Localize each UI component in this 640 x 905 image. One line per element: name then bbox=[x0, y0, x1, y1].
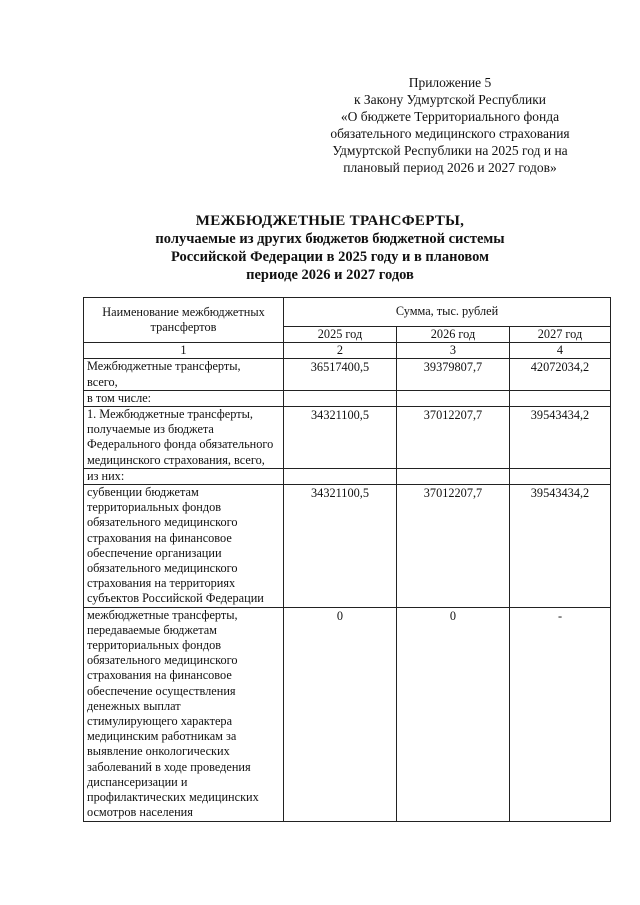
appendix-line: Удмуртской Республики на 2025 год и на bbox=[332, 143, 568, 158]
appendix-line: к Закону Удмуртской Республики bbox=[353, 92, 547, 107]
table-row bbox=[84, 607, 611, 821]
title-line: периоде 2026 и 2027 годов bbox=[246, 267, 414, 283]
table-row bbox=[84, 390, 611, 406]
value-2026 bbox=[397, 468, 510, 484]
transfers-table bbox=[83, 297, 611, 822]
header-name: Наименование межбюджетных трансфертов bbox=[84, 298, 284, 343]
row-name: 1. Межбюджетные трансферты, получаемые из бюджета Федерального фонда обязательного медицинского страхования, всего, bbox=[84, 407, 284, 469]
header-year: 2025 год bbox=[284, 327, 397, 343]
appendix-line: плановый период 2026 и 2027 годов» bbox=[343, 160, 557, 175]
table-header-row bbox=[84, 298, 611, 327]
value-2027: 42072034,2 bbox=[510, 359, 611, 390]
appendix-line: обязательного медицинского страхования bbox=[330, 126, 570, 141]
appendix-line: «О бюджете Территориального фонда bbox=[340, 109, 560, 124]
value-2025: 0 bbox=[284, 607, 397, 821]
table-number-row bbox=[84, 343, 611, 359]
title-line: Российской Федерации в 2025 году и в плановом bbox=[171, 249, 489, 265]
appendix-line: Приложение 5 bbox=[408, 75, 492, 90]
value-2025: 34321100,5 bbox=[284, 485, 397, 608]
value-2025: 36517400,5 bbox=[284, 359, 397, 390]
value-2027: - bbox=[510, 607, 611, 821]
value-2027 bbox=[510, 390, 611, 406]
value-2026: 39379807,7 bbox=[397, 359, 510, 390]
value-2025 bbox=[284, 468, 397, 484]
header-sum: Сумма, тыс. рублей bbox=[284, 298, 611, 327]
value-2027: 39543434,2 bbox=[510, 485, 611, 608]
column-number: 4 bbox=[510, 343, 611, 359]
value-2027 bbox=[510, 468, 611, 484]
column-number: 3 bbox=[397, 343, 510, 359]
value-2025: 34321100,5 bbox=[284, 407, 397, 469]
row-name: из них: bbox=[84, 468, 284, 484]
title-line: получаемые из других бюджетов бюджетной системы bbox=[155, 231, 505, 247]
row-name: в том числе: bbox=[84, 390, 284, 406]
value-2026: 37012207,7 bbox=[397, 407, 510, 469]
appendix-block bbox=[290, 74, 610, 176]
value-2025 bbox=[284, 390, 397, 406]
row-name: межбюджетные трансферты, передаваемые бюджетам территориальных фондов обязательного медицинского страхования на финансовое обеспечение осуществления денежных выплат стимулирующего характера медицинским работникам за выявление онкологических заболеваний в ходе проведения диспансеризации и профилактических медицинских осмотров населения bbox=[84, 607, 284, 821]
value-2026: 0 bbox=[397, 607, 510, 821]
table-row bbox=[84, 359, 611, 390]
row-name: Межбюджетные трансферты, всего, bbox=[84, 359, 284, 390]
table-row bbox=[84, 407, 611, 469]
document-title bbox=[100, 212, 560, 284]
value-2026: 37012207,7 bbox=[397, 485, 510, 608]
row-name: субвенции бюджетам территориальных фондов обязательного медицинского страхования на финансовое обеспечение организации обязательного медицинского страхования на территориях субъектов Российской Федерации bbox=[84, 485, 284, 608]
table-row bbox=[84, 468, 611, 484]
header-year: 2026 год bbox=[397, 327, 510, 343]
header-year: 2027 год bbox=[510, 327, 611, 343]
value-2027: 39543434,2 bbox=[510, 407, 611, 469]
value-2026 bbox=[397, 390, 510, 406]
title-line: МЕЖБЮДЖЕТНЫЕ ТРАНСФЕРТЫ, bbox=[195, 213, 465, 229]
column-number: 1 bbox=[84, 343, 284, 359]
table-row bbox=[84, 485, 611, 608]
column-number: 2 bbox=[284, 343, 397, 359]
